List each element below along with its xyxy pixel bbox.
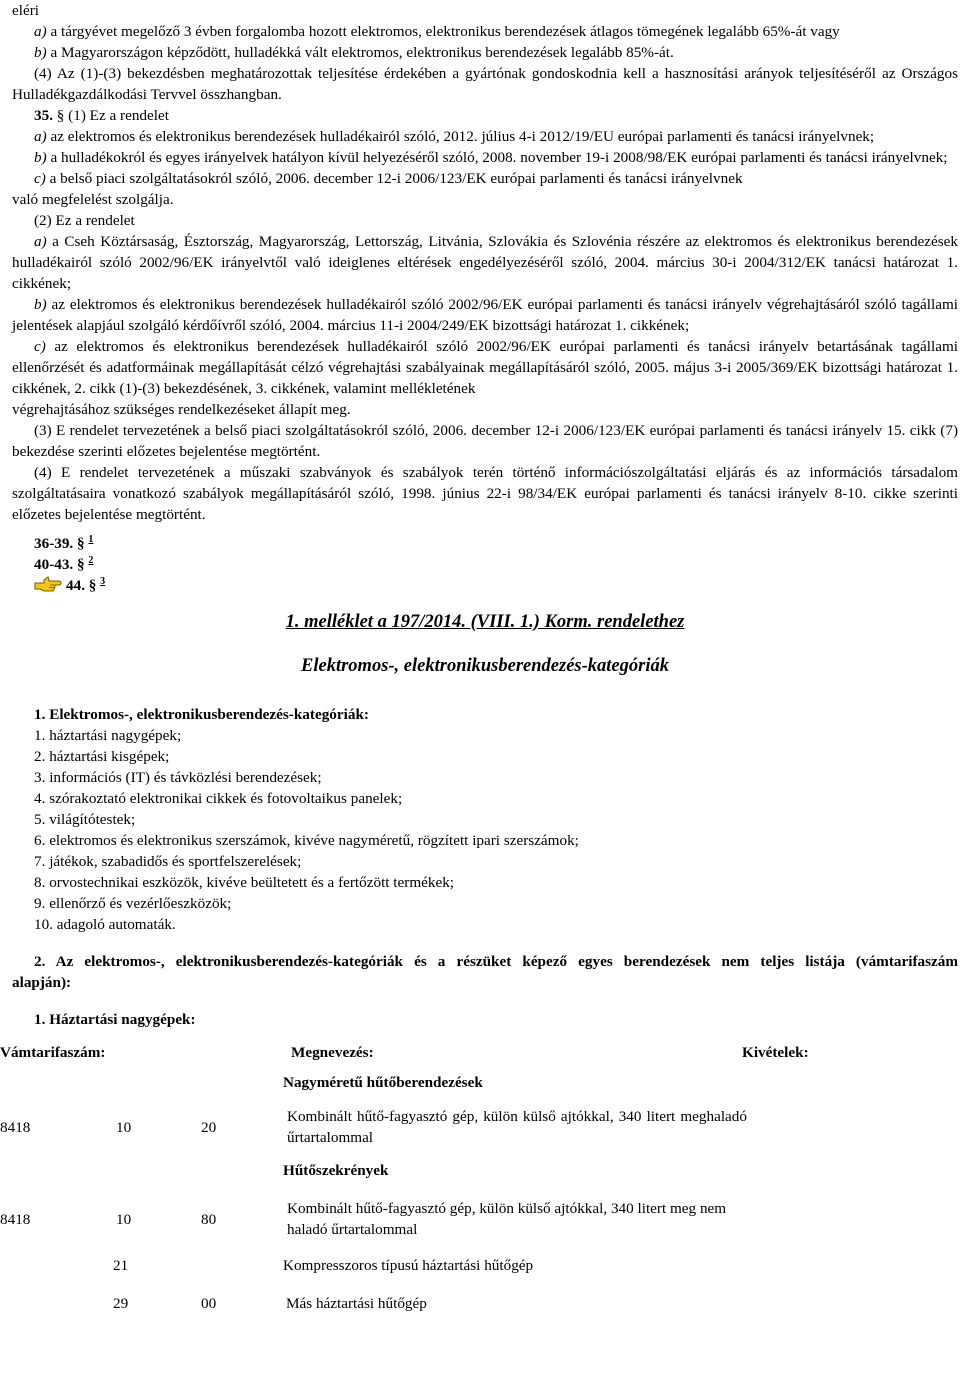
- col-code-header: Vámtarifaszám:: [0, 1044, 106, 1061]
- list-item: 8. orvostechnikai eszközök, kivéve beültetett és a fertőzött termékek;: [34, 874, 455, 891]
- footnote-link[interactable]: 3: [100, 576, 106, 587]
- repealed-ref-40-43: 40-43. § $^2$: [34, 555, 94, 573]
- category-list: [12, 704, 958, 935]
- list-item: 3. információs (IT) és távközlési berendezések;: [34, 769, 322, 786]
- section-35-heading: 35. § (1) Ez a rendelet: [34, 107, 169, 124]
- list-item: 2. háztartási kisgépek;: [34, 748, 170, 765]
- annex-title: 1. melléklet a 197/2014. (VIII. 1.) Korm. rendelethez: [285, 612, 685, 632]
- s35-p2-c: c) az elektromos és elektronikus berendezések hulladékairól szóló 2002/96/EK európai parlamenti és tanácsi irányelv betartásának tagállami ellenőrzését és adatformáinak megállapítását célzó végrehajtási szabályainak megállapításáról szóló, 2005. május 3-i 2005/369/EK bizottsági határozat 1. cikkének, 2. cikk (1)-(3) bekezdésének, 3. cikkének, valamint mellékletének: [12, 338, 959, 397]
- footnote-link[interactable]: 1: [88, 534, 94, 545]
- table-row: 8418 10 80 Kombinált hűtő-fagyasztó gép, külön külső ajtókkal, 340 litert meg nem haladó űrtartalommal: [0, 1200, 727, 1238]
- s35-clause-a: a) az elektromos és elektronikus berendezések hulladékairól szóló, 2012. július 4-i 2012/19/EU európai parlamenti és tanácsi irányelvnek;: [34, 128, 875, 145]
- group-label: Nagyméretű hűtőberendezések: [283, 1074, 483, 1091]
- category-heading: 1. Elektromos-, elektronikusberendezés-kategóriák:: [34, 706, 369, 723]
- list-item: 5. világítótestek;: [34, 811, 136, 828]
- annex-subtitle: Elektromos-, elektronikusberendezés-kategóriák: [301, 656, 669, 676]
- list-item: 7. játékok, szabadidős és sportfelszerelések;: [34, 853, 302, 870]
- table-row: 21 Kompresszoros típusú háztartási hűtőgép: [113, 1257, 534, 1274]
- table-header: [0, 1042, 958, 1064]
- list-item: 6. elektromos és elektronikus szerszámok, kivéve nagyméretű, rögzített ipari szerszámok;: [34, 832, 579, 849]
- s35-p2: (2) Ez a rendelet: [34, 212, 135, 229]
- table-row: 8418 10 20 Kombinált hűtő-fagyasztó gép, külön külső ajtókkal, 340 litert meghaladó űrtartalommal: [0, 1108, 747, 1146]
- section-sign: §: [56, 107, 65, 124]
- paragraph-4: (4) Az (1)-(3) bekezdésben meghatározottak teljesítése érdekében a gyártónak gondoskodnia kell a hasznosítási arányok teljesítéséről az Országos Hulladékgazdálkodási Tervvel összhangban.: [12, 65, 958, 103]
- clause-b: b) a Magyarországon képződött, hulladékká vált elektromos, elektronikus berendezések legalább 85%-át.: [34, 44, 674, 61]
- s35-p2-b: b) az elektromos és elektronikus berendezések hulladékairól szóló 2002/96/EK európai parlamenti és tanácsi irányelv végrehajtásáról szóló tagállami jelentések alapjául szolgáló kérdőívről szóló, 2004. március 11-i 2004/249/EK bizottsági határozat 1. cikkének;: [12, 296, 959, 334]
- clause-a: a) a tárgyévet megelőző 3 évben forgalomba hozott elektromos, elektronikus berendezések átlagos tömegének legalább 65%-át vagy: [34, 23, 840, 40]
- list-item: 4. szórakoztató elektronikai cikkek és fotovoltaikus panelek;: [34, 790, 403, 807]
- list-item: 1. háztartási nagygépek;: [34, 727, 182, 744]
- repealed-ref-44: 44. § $^3$: [12, 571, 958, 592]
- household-large-heading: 1. Háztartási nagygépek:: [34, 1011, 196, 1028]
- s35-p2-a: a) a Cseh Köztársaság, Észtország, Magyarország, Lettország, Litvánia, Szlovákia és Szlovénia részére az elektromos és elektronikus berendezések hulladékairól szóló 2002/96/EK irányelvtől való ideiglenes eltérések engedélyezéséről szóló, 2004. március 30-i 2004/312/EK tanácsi határozat 1. cikkének;: [12, 233, 959, 292]
- col-exceptions-header: Kivételek:: [742, 1044, 809, 1061]
- footnote-link[interactable]: 2: [88, 555, 94, 566]
- s35-clause-b: b) a hulladékokról és egyes irányelvek hatályon kívül helyezéséről szóló, 2008. november 19-i 2008/98/EK európai parlamenti és tanácsi irányelvnek;: [34, 149, 948, 166]
- list-item: 9. ellenőrző és vezérlőeszközök;: [34, 895, 232, 912]
- repealed-ref-36-39: 36-39. § $^1$: [34, 534, 94, 552]
- s35-clause-c: c) a belső piaci szolgáltatásokról szóló, 2006. december 12-i 2006/123/EK európai parlamenti és tanácsi irányelvnek: [34, 170, 743, 187]
- tariff-table: [0, 1064, 958, 1324]
- s35-clause-c-tail: való megfelelést szolgálja.: [12, 191, 174, 208]
- s35-p2-tail: végrehajtásához szükséges rendelkezéseket állapít meg.: [12, 401, 351, 418]
- continuation-word: eléri: [12, 2, 39, 19]
- table-row: 29 00 Más háztartási hűtőgép: [113, 1295, 427, 1312]
- list-item: 10. adagoló automaták.: [34, 916, 176, 933]
- col-name-header: Megnevezés:: [291, 1044, 374, 1061]
- s35-p3: (3) E rendelet tervezetének a belső piaci szolgáltatásokról szóló, 2006. december 12-i 2006/123/EK európai parlamenti és tanácsi irányelv 15. cikk (7) bekezdése szerinti előzetes bejelentése megtörtént.: [12, 422, 958, 460]
- group-label: Hűtőszekrények: [283, 1162, 389, 1179]
- pointing-hand-icon[interactable]: [34, 575, 62, 593]
- s35-p4: (4) E rendelet tervezetének a műszaki szabványok és szabályok terén történő információszolgáltatási eljárás és az információs társadalom szolgáltatásaira vonatkozó szabályok megállapításáról szóló, 1998. június 22-i 98/34/EK európai parlamenti és tanácsi irányelv 8-10. cikke szerinti előzetes bejelentése megtörtént.: [12, 464, 958, 523]
- list2-heading: 2. Az elektromos-, elektronikusberendezés-kategóriák és a részüket képező egyes berendezések nem teljes listája (vámtarifaszám alapján):: [12, 953, 958, 991]
